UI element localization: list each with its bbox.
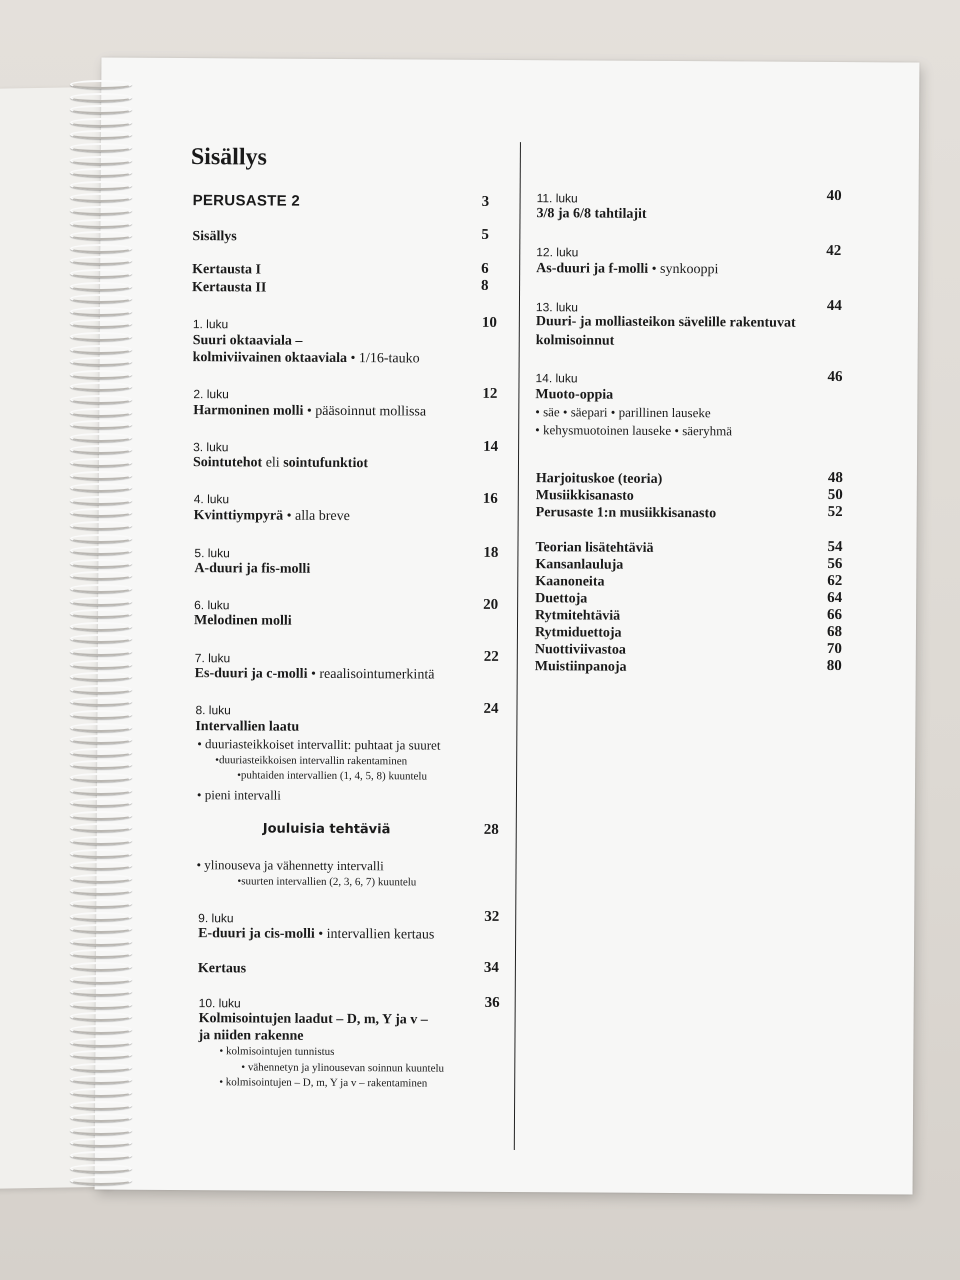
toc-ch13-title-line1: Duuri- ja molliasteikon sävelille rakentuvat (535, 314, 796, 331)
toc-kertausta1-page: 6 (481, 260, 489, 277)
toc-kertaus-page: 34 (483, 959, 499, 976)
spiral-coil (70, 811, 132, 820)
toc-ch10-number: 10. luku (198, 996, 241, 1011)
spiral-coil (70, 256, 132, 265)
spiral-coil (70, 1025, 132, 1034)
toc-ch10-bullet3: • kolmisointujen – D, m, Y ja v – rakentaminen (219, 1076, 428, 1090)
toc-perusaste-label: PERUSASTE 2 (192, 192, 301, 210)
spiral-coil (70, 332, 132, 341)
spiral-coil (70, 471, 132, 480)
spiral-coil (70, 521, 132, 530)
spiral-coil (70, 105, 132, 114)
toc-extra-page-3: 64 (827, 589, 843, 607)
toc-ch7-title: Es-duuri ja c-molli • reaalisointumerkintä (194, 666, 435, 683)
spiral-coil (70, 975, 132, 984)
toc-extra-label-1: Kansanlauluja (535, 557, 624, 573)
toc-kertausta2-label: Kertausta II (192, 280, 267, 296)
toc-joulu-label: Jouluisia tehtäviä (262, 821, 391, 838)
spiral-coil (70, 231, 132, 240)
toc-ch3-page: 14 (483, 438, 499, 455)
spiral-coil (70, 458, 132, 467)
spiral-coil (70, 168, 132, 177)
toc-extra-label-6: Nuottiviivastoa (534, 642, 626, 658)
toc-ch8-page: 24 (483, 700, 499, 717)
toc-appendix-label-1: Musiikkisanasto (535, 488, 634, 504)
spiral-coil (70, 773, 132, 782)
toc-appendix-page-1: 50 (827, 486, 843, 504)
toc-extra-page-4: 66 (827, 606, 843, 624)
toc-extra-label-0: Teorian lisätehtäviä (535, 540, 654, 556)
spiral-coil (70, 130, 132, 139)
toc-extra-page-7: 80 (826, 657, 842, 675)
toc-ch2-page: 12 (482, 385, 498, 402)
toc-ch4-number: 4. luku (193, 492, 230, 507)
toc-ch1-title-line2: kolmiviivainen oktaaviala • 1/16-tauko (192, 350, 420, 367)
spiral-coil (70, 874, 132, 883)
spiral-coil (70, 244, 132, 253)
spiral-coil (70, 786, 132, 795)
toc-sisallys-page: 5 (481, 226, 489, 243)
spiral-coil (70, 1101, 132, 1110)
toc-extra-page-2: 62 (827, 572, 843, 590)
toc-ch9-page: 32 (484, 908, 500, 925)
spiral-coil (70, 760, 132, 769)
spiral-coil (70, 899, 132, 908)
toc-ch4-title: Kvinttiympyrä • alla breve (193, 508, 350, 525)
spiral-coil (70, 206, 132, 215)
toc-ch12-title: As-duuri ja f-molli • synkooppi (536, 261, 719, 278)
toc-ch3-number: 3. luku (193, 440, 229, 455)
spiral-coil (70, 382, 132, 391)
toc-ch1-number: 1. luku (192, 317, 229, 332)
toc-ch8-bullet4: • pieni intervalli (196, 787, 281, 803)
toc-kertausta1-label: Kertausta I (192, 262, 262, 278)
toc-ch1-title-line1: Suuri oktaaviala – (192, 333, 303, 349)
spiral-coil (70, 1000, 132, 1009)
spiral-coil (70, 1126, 132, 1135)
spiral-coil (70, 345, 132, 354)
spiral-coil (70, 1038, 132, 1047)
spiral-coil (70, 534, 132, 543)
toc-ch14-bullet2: • kehysmuotoinen lauseke • säeryhmä (535, 422, 733, 439)
toc-ch9-title: E-duuri ja cis-molli • intervallien kertaus (198, 926, 435, 943)
spiral-coil (70, 685, 132, 694)
toc-perusaste-page: 3 (481, 193, 490, 210)
toc-ch12-page: 42 (826, 242, 842, 260)
toc-extra-label-7: Muistiinpanoja (534, 659, 627, 675)
toc-ch14-bullet1: • säe • säepari • parillinen lauseke (535, 404, 711, 421)
toc-ch11-title: 3/8 ja 6/8 tahtilajit (536, 206, 647, 222)
spiral-coil (70, 559, 132, 568)
toc-appendix-label-0: Harjoituskoe (teoria) (535, 471, 663, 487)
spiral-coil (70, 508, 132, 517)
spiral-coil (70, 219, 132, 228)
spiral-coil (70, 546, 132, 555)
spiral-coil (70, 1113, 132, 1122)
spiral-coil (70, 370, 132, 379)
toc-ch8-number: 8. luku (195, 703, 231, 718)
spiral-coil (70, 483, 132, 492)
toc-appendix-page-2: 52 (827, 503, 843, 521)
toc-ch6-number: 6. luku (194, 598, 230, 613)
spiral-coil (70, 1164, 132, 1173)
toc-ch11-page: 40 (826, 187, 842, 205)
toc-extra-page-6: 70 (826, 640, 842, 658)
toc-ch7-page: 22 (483, 648, 499, 665)
toc-extra-label-3: Duettoja (535, 591, 588, 607)
spiral-coil (70, 156, 132, 165)
toc-ch6-page: 20 (483, 596, 499, 613)
toc-ch8-bullet3: •puhtaiden intervallien (1, 4, 5, 8) kuuntelu (237, 769, 428, 783)
spiral-coil (70, 697, 132, 706)
spiral-coil (70, 1063, 132, 1072)
spiral-coil (70, 823, 132, 832)
spiral-coil (70, 395, 132, 404)
spiral-coil (70, 647, 132, 656)
toc-ch10-title-line1: Kolmisointujen laadut – D, m, Y ja v – (198, 1011, 428, 1028)
toc-appendix-group (101, 58, 919, 63)
spiral-coil (70, 80, 132, 89)
toc-extra-label-4: Rytmitehtäviä (535, 608, 621, 624)
spiral-coil (70, 798, 132, 807)
toc-ch13-title-line2: kolmisoinnut (535, 333, 615, 349)
toc-kertausta2-page: 8 (481, 277, 489, 294)
page-title: Sisällys (190, 144, 267, 171)
toc-ch5-page: 18 (483, 544, 499, 561)
toc-appendix-page-0: 48 (827, 469, 843, 487)
toc-extra-group (101, 58, 919, 63)
toc-ch5-number: 5. luku (194, 546, 230, 561)
toc-ch10-page: 36 (484, 994, 500, 1011)
spiral-coil (70, 924, 132, 933)
spiral-coil (70, 433, 132, 442)
toc-kertaus-label: Kertaus (197, 961, 247, 977)
spiral-coil (70, 886, 132, 895)
spiral-coil (70, 937, 132, 946)
toc-ch7-number: 7. luku (194, 651, 231, 666)
toc-ch1-page: 10 (481, 314, 497, 331)
toc-appendix-label-2: Perusaste 1:n musiikkisanasto (535, 505, 717, 522)
spiral-coil (70, 597, 132, 606)
toc-ch13-page: 44 (826, 297, 843, 315)
toc-ch2-title: Harmoninen molli • pääsoinnut mollissa (193, 403, 427, 420)
toc-ch8-bullet1: • duuriasteikkoiset intervallit: puhtaat ja suuret (197, 736, 441, 753)
contents-page (95, 58, 920, 1195)
spiral-coil (70, 1050, 132, 1059)
toc-extra-label-5: Rytmiduettoja (534, 625, 622, 641)
spiral-coil (70, 622, 132, 631)
spiral-coil (70, 294, 132, 303)
toc-ch14-title: Muoto-oppia (535, 387, 614, 403)
toc-ch5-title: A-duuri ja fis-molli (194, 561, 311, 577)
toc-ch10-bullet2: • vähennetyn ja ylinousevan soinnun kuuntelu (241, 1061, 445, 1075)
toc-ch12-number: 12. luku (536, 245, 579, 260)
spiral-coil (70, 282, 132, 291)
spiral-coil (70, 836, 132, 845)
toc-ch11-number: 11. luku (536, 191, 578, 206)
toc-extra-page-1: 56 (827, 555, 843, 573)
toc-extra-page-0: 54 (827, 538, 843, 556)
spiral-coil (70, 269, 132, 278)
toc-ch2-number: 2. luku (193, 387, 229, 402)
spiral-coil (70, 849, 132, 858)
toc-ch10-bullet1: • kolmisointujen tunnistus (219, 1045, 335, 1058)
spiral-coil (70, 93, 132, 102)
spiral-coil (70, 143, 132, 152)
toc-sisallys-label: Sisällys (192, 229, 237, 245)
toc-ch3-title: Sointutehot eli sointufunktiot (192, 455, 369, 472)
column-divider (514, 142, 521, 1150)
toc-extra-page-5: 68 (826, 623, 843, 641)
toc-ch8-title: Intervallien laatu (195, 719, 300, 735)
spiral-coil (70, 735, 132, 744)
toc-ch4-page: 16 (482, 490, 498, 507)
spiral-coil (70, 319, 132, 328)
toc-ch10-title-line2: ja niiden rakenne (198, 1028, 304, 1044)
spiral-coil (70, 1075, 132, 1084)
spiral-coil (70, 987, 132, 996)
spiral-coil (70, 307, 132, 316)
spiral-coil (70, 408, 132, 417)
spiral-binding (70, 80, 150, 1190)
spiral-coil (70, 660, 132, 669)
toc-extra-label-2: Kaanoneita (535, 574, 605, 590)
spiral-coil (70, 1012, 132, 1021)
spiral-coil (70, 1138, 132, 1147)
spiral-coil (70, 118, 132, 127)
toc-joulu-page: 28 (483, 821, 499, 838)
spiral-coil (70, 584, 132, 593)
spiral-coil (70, 609, 132, 618)
spiral-coil (70, 1176, 132, 1185)
toc-ch13-number: 13. luku (535, 300, 579, 315)
toc-ch14-number: 14. luku (535, 371, 578, 386)
toc-joulu-bullet1: • ylinouseva ja vähennetty intervalli (196, 857, 384, 874)
spiral-coil (70, 962, 132, 971)
spiral-coil (70, 912, 132, 921)
toc-ch14-page: 46 (827, 368, 843, 386)
spiral-coil (70, 496, 132, 505)
spiral-coil (70, 748, 132, 757)
spiral-coil (70, 1151, 132, 1160)
spiral-coil (70, 420, 132, 429)
toc-ch8-bullet2: •duuriasteikkoisen intervallin rakentaminen (215, 754, 408, 768)
spiral-coil (70, 193, 132, 202)
spiral-coil (70, 445, 132, 454)
spiral-coil (70, 723, 132, 732)
toc-ch6-title: Melodinen molli (193, 613, 292, 629)
spiral-coil (70, 181, 132, 190)
toc-ch9-number: 9. luku (198, 911, 234, 926)
spiral-coil (70, 1088, 132, 1097)
spiral-coil (70, 710, 132, 719)
spiral-coil (70, 861, 132, 870)
spiral-coil (70, 357, 132, 366)
spiral-coil (70, 634, 132, 643)
toc-joulu-bullet2: •suurten intervallien (2, 3, 6, 7) kuuntelu (237, 875, 417, 889)
spiral-coil (70, 672, 132, 681)
spiral-coil (70, 949, 132, 958)
spiral-coil (70, 571, 132, 580)
